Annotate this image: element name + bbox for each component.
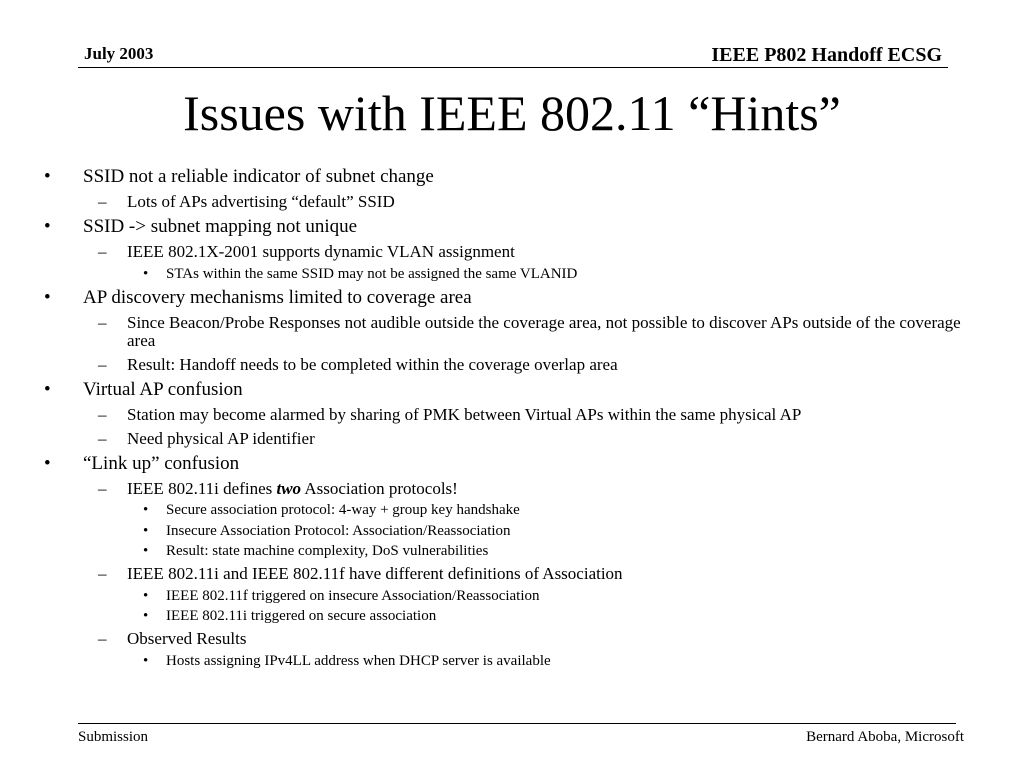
bullet-text: Insecure Association Protocol: Association/Reassociation [166,522,511,539]
bullet-item [0,565,987,583]
bullet-text: Station may become alarmed by sharing of PMK between Virtual APs within the same physical AP [127,404,802,424]
bullet-item [0,430,987,448]
bullet-marker: • [143,608,149,624]
bullet-marker: • [143,265,149,282]
bullet-marker: – [98,478,107,498]
bullet-item [0,480,987,498]
bullet-marker: – [98,354,107,374]
bullet-item [0,356,987,374]
bullet-marker: • [143,543,149,559]
bullet-item [0,523,986,539]
bullet-marker: • [44,216,51,237]
header-date: July 2003 [84,44,154,63]
bullet-item [0,630,987,648]
bullet-item [0,217,983,237]
bullet-marker: – [98,629,107,648]
header-divider [78,67,948,68]
bullet-marker: • [44,378,51,400]
bullet-item [0,588,986,604]
bullet-text: Virtual AP confusion [83,378,243,400]
bullet-text-part: Association protocols! [301,478,458,498]
bullet-marker: – [98,242,107,261]
bullet-text: STAs within the same SSID may not be assigned the same VLANID [166,265,578,282]
emphasized-word: two [276,478,302,498]
bullet-text: Need physical AP identifier [127,428,315,448]
bullet-item [0,608,986,624]
header-group: IEEE P802 Handoff ECSG [711,44,942,66]
bullet-marker: • [44,166,51,187]
bullet-text: Observed Results [127,629,247,648]
bullet-marker: • [143,652,149,669]
bullet-text: IEEE 802.11f triggered on insecure Association/Reassociation [166,587,540,604]
bullet-text: Result: Handoff needs to be completed within the coverage overlap area [127,354,618,374]
bullet-text: Since Beacon/Probe Responses not audible outside the coverage area, not possible to discover APs outside of the coverage area [127,312,961,350]
bullet-text: SSID not a reliable indicator of subnet change [83,166,434,187]
bullet-text: SSID -> subnet mapping not unique [83,216,358,237]
footer-submission: Submission [78,729,149,745]
bullet-text: Hosts assigning IPv4LL address when DHCP server is available [166,652,551,669]
bullet-marker: • [143,522,149,539]
bullet-item [0,380,983,400]
bullet-text: Lots of APs advertising “default” SSID [127,192,395,211]
bullet-text: AP discovery mechanisms limited to coverage area [83,286,472,308]
bullet-marker: – [98,404,107,424]
bullet-marker: – [98,564,107,583]
bullet-item [0,167,983,187]
slide-title: Issues with IEEE 802.11 “Hints” [183,85,841,141]
footer-author: Bernard Aboba, Microsoft [806,729,964,745]
bullet-item [0,454,983,474]
bullet-item [0,314,987,350]
bullet-text: “Link up” confusion [83,452,240,474]
bullet-text: IEEE 802.11i and IEEE 802.11f have different definitions of Association [127,564,623,583]
bullet-item [0,288,983,308]
bullet-text-part: IEEE 802.11i defines [127,478,277,498]
bullet-text: Secure association protocol: 4-way + group key handshake [166,502,520,518]
bullet-list [0,167,1024,669]
bullet-item [0,266,986,282]
bullet-marker: – [98,192,107,211]
bullet-item [0,653,986,669]
bullet-item [0,193,987,211]
bullet-item [0,543,986,559]
bullet-marker: • [44,452,51,474]
bullet-marker: – [98,312,107,332]
bullet-text: IEEE 802.11i triggered on secure association [166,608,437,624]
footer-divider [78,723,956,724]
bullet-marker: • [143,587,149,604]
bullet-item [0,243,987,261]
bullet-marker: – [98,428,107,448]
bullet-item [0,406,987,424]
bullet-item [0,502,986,518]
bullet-text: Result: state machine complexity, DoS vulnerabilities [166,543,489,559]
bullet-text: IEEE 802.1X-2001 supports dynamic VLAN assignment [127,242,515,261]
bullet-marker: • [44,286,51,308]
bullet-marker: • [143,502,149,518]
